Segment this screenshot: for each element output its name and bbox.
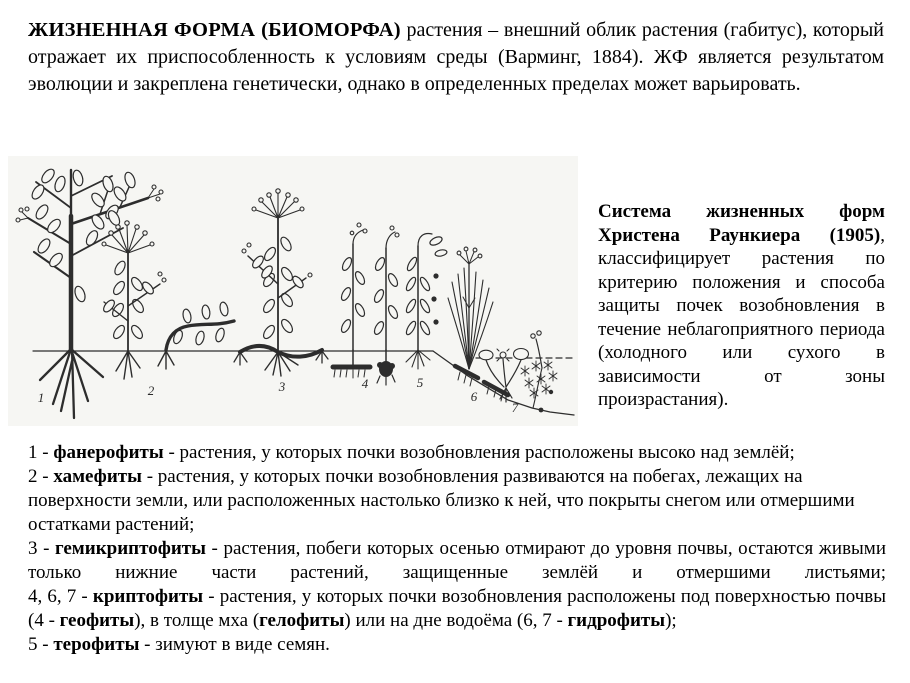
legend-item-phanerophytes bbox=[28, 441, 886, 465]
seed-dot bbox=[433, 319, 438, 324]
legend-3-prefix: 3 - bbox=[28, 538, 55, 559]
legend-1-text: - растения, у которых почки возобновления расположены высоко над землёй; bbox=[163, 442, 795, 463]
figure-label-3: 3 bbox=[278, 379, 286, 394]
legend-1-prefix: 1 - bbox=[28, 442, 54, 463]
seed-dot bbox=[431, 296, 436, 301]
legend-3-term: гемикриптофиты bbox=[55, 538, 206, 559]
legend-4-text: - растения, у которых почки возобновления расположены под поверхностью почвы (4 - bbox=[28, 586, 886, 631]
figure-label-6: 6 bbox=[470, 389, 478, 404]
intro-lead: ЖИЗНЕННАЯ ФОРМА (БИОМОРФА) bbox=[28, 19, 401, 41]
legend-2-text: - растения, у которых почки возобновления развиваются на побегах, лежащих на поверхности земли, или расположенных настолько близко к ней, что покрыты снегом или отмершими остатками растений; bbox=[28, 466, 855, 535]
legend-item-therophytes bbox=[28, 633, 886, 657]
raunkiaer-paragraph bbox=[598, 200, 885, 412]
plant-4-geophytes bbox=[333, 223, 399, 385]
legend-4-term-geophytes: геофиты bbox=[59, 610, 135, 631]
legend-item-hemicryptophytes bbox=[28, 537, 886, 585]
figure-label-7: 7 bbox=[511, 400, 519, 415]
legend-2-term: хамефиты bbox=[53, 466, 142, 487]
plant-5-therophyte bbox=[405, 234, 448, 370]
seed-dot bbox=[433, 273, 438, 278]
raunkiaer-lead: Система жизненных форм Христена Раункиера (1905) bbox=[598, 201, 885, 246]
figure-label-5: 5 bbox=[416, 375, 424, 390]
raunkiaer-body: , классифицирует растения по критерию положения и способа защиты почек возобновления в течение неблагоприятного периода (холодного или сухого в зависимости от зоны произрастания). bbox=[598, 224, 885, 410]
legend-4-text-4: ); bbox=[665, 610, 677, 631]
plant-3-hemicryptophyte bbox=[234, 189, 328, 376]
legend-5-text: - зимуют в виде семян. bbox=[139, 634, 330, 655]
figure-label-1: 1 bbox=[37, 390, 45, 405]
legend-4-term-helophytes: гелофиты bbox=[259, 610, 345, 631]
legend-1-term: фанерофиты bbox=[53, 442, 164, 463]
figure-label-2: 2 bbox=[147, 383, 155, 398]
life-forms-drawing bbox=[8, 156, 578, 426]
plant-1-phanerophyte bbox=[16, 167, 163, 418]
intro-body: растения – внешний облик растения (габитус), который отражает их приспособленность к условиям среды (Варминг, 1884). ЖФ является результатом эволюции и закреплена генетически, однако в определенных пределах может варьировать. bbox=[28, 19, 884, 95]
life-forms-figure bbox=[8, 156, 578, 426]
legend-item-chamaephytes bbox=[28, 465, 886, 537]
plant-2-chamaephyte bbox=[102, 221, 234, 379]
legend-3-text: - растения, побеги которых осенью отмирают до уровня почвы, остаются живыми только нижние части растений, защищенные землёй и отмершими листьями; bbox=[28, 538, 886, 583]
legend-4-term: криптофиты bbox=[92, 586, 204, 607]
legend-4-term-hydrophytes: гидрофиты bbox=[567, 610, 666, 631]
legend-4-prefix: 4, 6, 7 - bbox=[28, 586, 93, 607]
plant-6-helophyte bbox=[448, 247, 508, 401]
legend-2-prefix: 2 - bbox=[28, 466, 54, 487]
legend-5-term: терофиты bbox=[53, 634, 140, 655]
legend-item-cryptophytes bbox=[28, 585, 886, 633]
figure-label-4: 4 bbox=[361, 376, 369, 391]
intro-paragraph bbox=[28, 17, 884, 98]
legend-5-prefix: 5 - bbox=[28, 634, 54, 655]
legend bbox=[28, 441, 886, 657]
legend-4-text-3: ) или на дне водоёма (6, 7 - bbox=[344, 610, 568, 631]
legend-4-text-2: ), в толще мха ( bbox=[134, 610, 260, 631]
